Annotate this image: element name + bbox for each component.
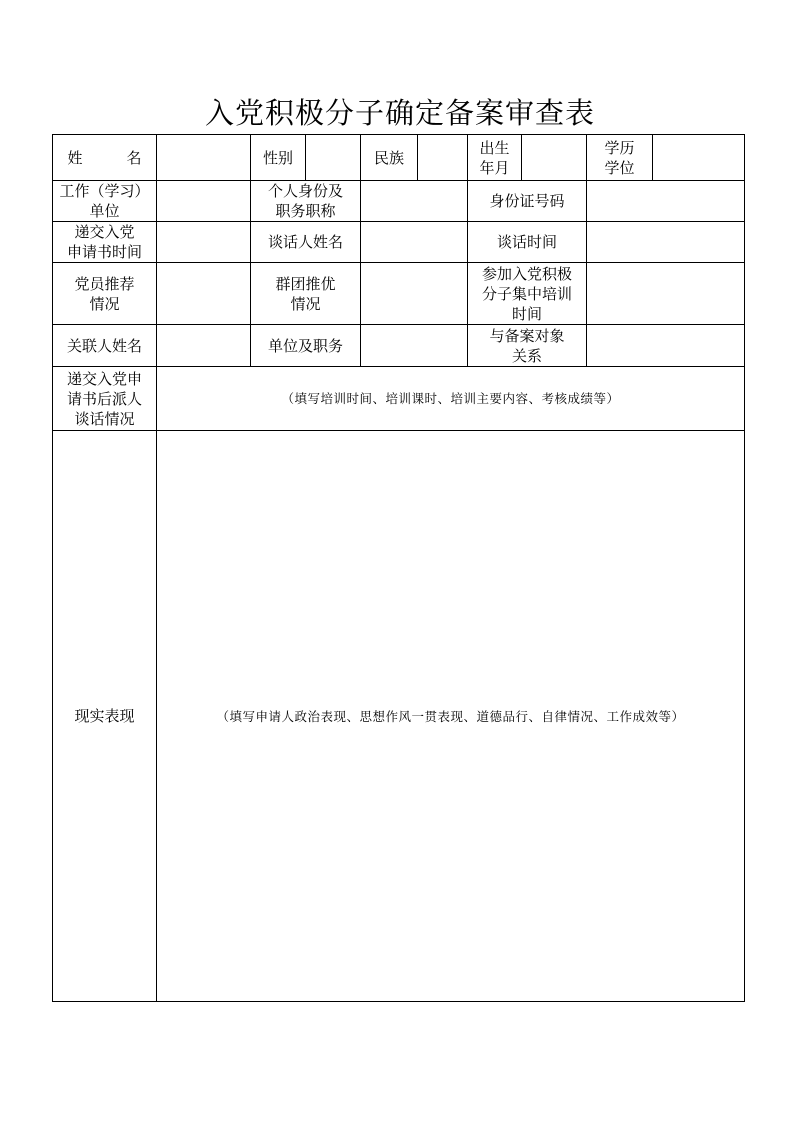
label-training-time-line2: 分子集中培训 [481, 284, 572, 303]
label-birth [468, 135, 522, 181]
label-party-recommendation-line2: 情况 [89, 294, 120, 313]
label-interview-time: 谈话时间 [468, 222, 587, 263]
label-birth-line2: 年月 [479, 158, 510, 177]
label-league-recommendation-line1: 群团推优 [275, 274, 336, 293]
label-birth-line1: 出生 [479, 138, 510, 157]
field-work-unit[interactable] [157, 181, 251, 222]
label-name-part1: 姓 [67, 148, 83, 167]
row-application-info [53, 222, 745, 263]
field-ethnicity[interactable] [418, 135, 468, 181]
field-name[interactable] [157, 135, 251, 181]
label-training-time-line3: 时间 [511, 304, 542, 323]
label-work-unit-line1: 工作（学习） [59, 182, 150, 200]
label-identity-line2: 职务职称 [275, 202, 336, 220]
label-talk-status [53, 367, 157, 431]
label-party-recommendation [53, 263, 157, 325]
label-party-recommendation-line1: 党员推荐 [74, 274, 135, 293]
row-basic-info [53, 135, 745, 181]
label-contact-unit: 单位及职务 [251, 325, 361, 367]
label-relation-line2: 关系 [511, 346, 542, 365]
label-talk-status-line3: 谈话情况 [74, 409, 135, 428]
label-league-recommendation [251, 263, 361, 325]
field-contact-unit[interactable] [361, 325, 468, 367]
label-application-time-line2: 申请书时间 [66, 243, 142, 261]
field-interviewer-name[interactable] [361, 222, 468, 263]
label-education [587, 135, 653, 181]
label-work-unit [53, 181, 157, 222]
label-contact-name: 关联人姓名 [53, 325, 157, 367]
label-identity-title [251, 181, 361, 222]
label-name [53, 135, 157, 181]
label-league-recommendation-line2: 情况 [290, 294, 321, 313]
label-ethnicity: 民族 [361, 135, 418, 181]
row-talk-info [53, 367, 745, 431]
label-identity-line1: 个人身份及 [267, 182, 343, 200]
label-education-line2: 学位 [604, 158, 635, 177]
form-title: 入党积极分子确定备案审查表 [204, 96, 595, 130]
field-talk-status[interactable] [157, 367, 745, 431]
label-talk-status-line1: 递交入党申 [66, 369, 142, 388]
label-application-time-line1: 递交入党 [74, 223, 135, 241]
field-party-recommendation[interactable] [157, 263, 251, 325]
label-training-time [468, 263, 587, 325]
field-application-time[interactable] [157, 222, 251, 263]
label-relation-line1: 与备案对象 [489, 326, 565, 345]
label-relation [468, 325, 587, 367]
field-training-time[interactable] [587, 263, 745, 325]
row-performance [53, 431, 745, 1002]
row-recommendation-info [53, 263, 745, 325]
label-interviewer-name: 谈话人姓名 [251, 222, 361, 263]
label-training-time-line1: 参加入党积极 [481, 264, 572, 283]
field-contact-name[interactable] [157, 325, 251, 367]
label-performance: 现实表现 [53, 431, 157, 1002]
registration-form-table [52, 134, 745, 1002]
field-relation[interactable] [587, 325, 745, 367]
row-contact-info [53, 325, 745, 367]
field-gender[interactable] [306, 135, 361, 181]
field-interview-time[interactable] [587, 222, 745, 263]
field-education[interactable] [653, 135, 745, 181]
field-identity-title[interactable] [361, 181, 468, 222]
talk-status-hint: （填写培训时间、培训课时、培训主要内容、考核成绩等） [281, 391, 620, 406]
label-gender: 性别 [251, 135, 306, 181]
field-birth[interactable] [522, 135, 587, 181]
row-work-info [53, 181, 745, 222]
label-work-unit-line2: 单位 [89, 202, 120, 220]
label-name-part2: 名 [126, 148, 142, 167]
field-performance[interactable] [157, 431, 745, 1002]
label-application-time [53, 222, 157, 263]
label-talk-status-line2: 请书后派人 [66, 389, 142, 408]
performance-hint: （填写申请人政治表现、思想作风一贯表现、道德品行、自律情况、工作成效等） [216, 708, 685, 724]
field-league-recommendation[interactable] [361, 263, 468, 325]
label-id-number: 身份证号码 [468, 181, 587, 222]
label-education-line1: 学历 [604, 138, 635, 157]
field-id-number[interactable] [587, 181, 745, 222]
